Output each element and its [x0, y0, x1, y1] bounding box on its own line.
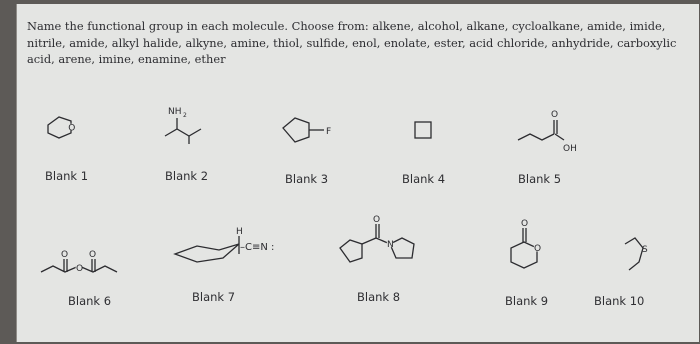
blank-3-label: Blank 3: [285, 172, 329, 186]
molecule-3-f-label: F: [326, 127, 332, 137]
molecule-3-structure: [277, 110, 357, 150]
blank-7-label: Blank 7: [192, 290, 236, 304]
blank-9-label: Blank 9: [505, 294, 549, 308]
molecule-4-structure: [411, 118, 437, 144]
blank-6-label: Blank 6: [68, 294, 112, 308]
molecule-5-structure: [512, 102, 602, 156]
molecule-5-oh-label: OH: [563, 144, 577, 154]
blank-2-label: Blank 2: [165, 169, 209, 183]
molecule-8-o-label: O: [373, 215, 381, 225]
question-text: Name the functional group in each molecule. Choose from: alkene, alcohol, alkane, cycloalkane, amide, imide, nitrile, amide, alkyl halide, alkyne, amine, thiol, sulfide, enol, enolate, ester, acid chloride, anhydride, carboxylic acid, arene, imine, enamine, ether: [27, 19, 677, 66]
molecule-9-structure: [497, 218, 557, 282]
molecule-2-nh2-label: NH: [168, 107, 182, 117]
molecule-1-structure: [43, 110, 83, 146]
blank-4-label: Blank 4: [402, 172, 446, 186]
blank-1-label: Blank 1: [45, 169, 89, 183]
molecule-6-o-right-label: O: [89, 250, 97, 260]
molecule-1-o-label: O: [68, 123, 76, 134]
molecule-2-nh2-subscript: 2: [183, 112, 187, 119]
molecule-7-nitrile-label: –C≡N :: [240, 242, 275, 253]
molecule-6-structure: [35, 232, 145, 284]
blank-10-label: Blank 10: [594, 294, 645, 308]
molecule-8-n-label: N: [387, 240, 394, 250]
blank-5-label: Blank 5: [518, 172, 562, 186]
question-panel: [16, 4, 699, 342]
molecule-7-structure: [167, 226, 302, 276]
molecule-8-structure: [332, 216, 432, 280]
molecule-9-o-carbonyl-label: O: [521, 219, 529, 229]
molecule-6-o-left-label: O: [61, 250, 69, 260]
molecule-6-o-bridge-label: O: [76, 264, 84, 274]
molecule-9-o-ring-label: O: [534, 244, 542, 254]
molecule-5-o-label: O: [551, 110, 559, 120]
molecule-10-structure: [617, 234, 667, 280]
blank-8-label: Blank 8: [357, 290, 401, 304]
molecule-2-structure: [157, 100, 227, 150]
molecule-7-h-label: H: [236, 227, 243, 237]
molecule-10-s-label: S: [642, 245, 648, 255]
